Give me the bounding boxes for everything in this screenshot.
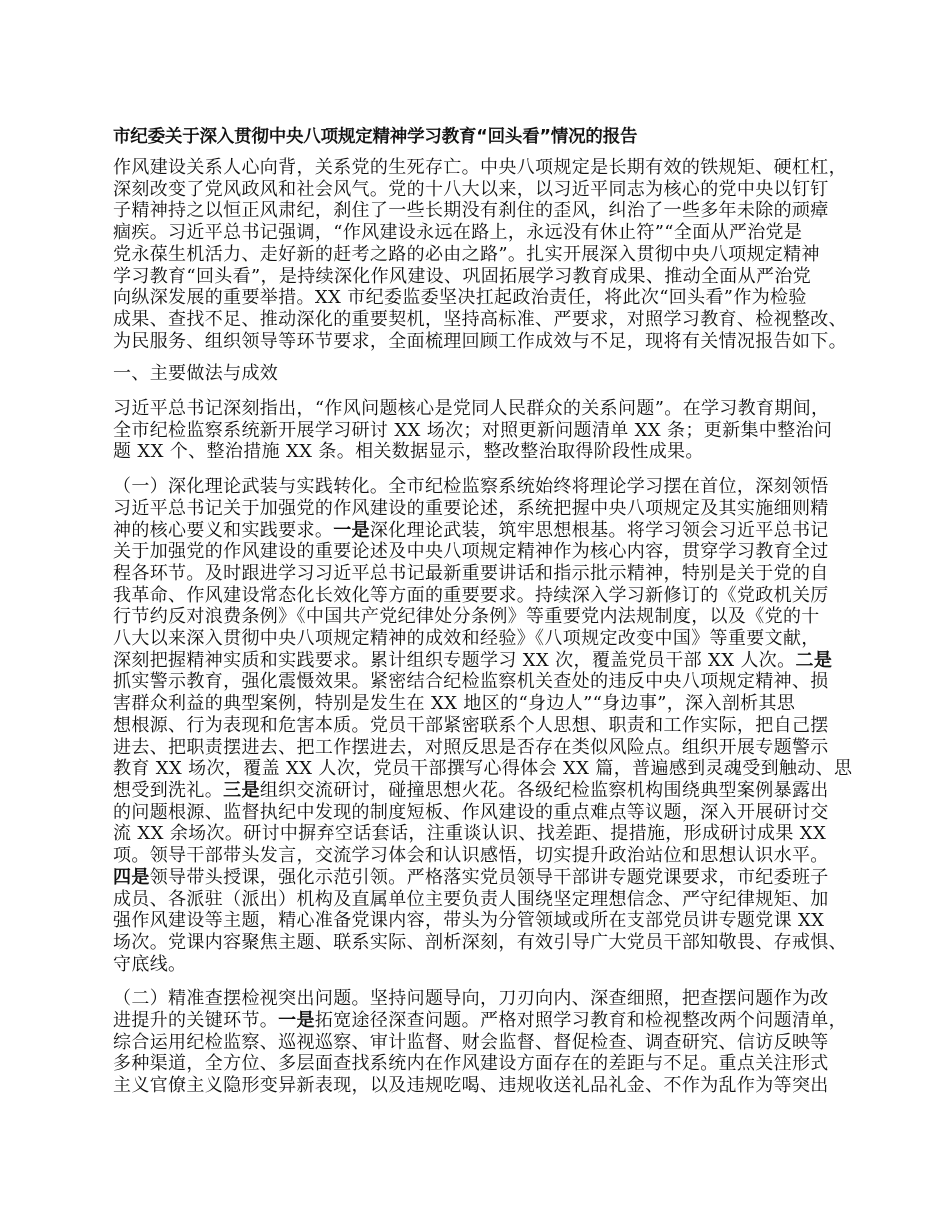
text-line — [113, 867, 853, 889]
text-line — [113, 441, 853, 463]
text-run: 强作风建设等主题，精心准备党课内容，带头为分管领域或所在支部党员讲专题党课 XX — [113, 910, 825, 932]
text-line — [113, 179, 853, 201]
text-run: 深刻把握精神实质和实践要求。累计组织专题学习 XX 次，覆盖党员干部 XX 人次。 — [113, 649, 796, 671]
text-line — [113, 954, 853, 976]
text-line — [113, 420, 853, 442]
text-line — [113, 693, 853, 715]
text-line — [113, 845, 853, 867]
text-run: 的问题根源、监督执纪中发现的制度短板、作风建设的重点难点等议题，深入开展研讨交 — [113, 801, 829, 823]
text-line — [113, 737, 853, 759]
text-line — [113, 287, 853, 309]
text-line — [113, 563, 853, 585]
text-run: 流 XX 余场次。研讨中摒弃空话套话，注重谈认识、找差距、提措施，形成研讨成果 XX — [113, 823, 827, 845]
text-line — [113, 157, 853, 179]
text-line — [113, 1010, 853, 1032]
paragraph-section-1-theory — [113, 476, 853, 975]
text-run: 习近平总书记关于加强党的作风建设的重要论述，系统把握中央八项规定及其实施细则精 — [113, 497, 829, 519]
paragraph-intro — [113, 157, 853, 352]
bold-marker: 一是 — [333, 519, 370, 541]
text-run: 八大以来深入贯彻中央八项规定精神的成效和经验》《八项规定改变中国》等重要文献， — [113, 628, 820, 650]
text-line — [113, 200, 853, 222]
text-run: 项。领导干部带头发言，交流学习体会和认识感悟，切实提升政治站位和思想认识水平。 — [113, 845, 829, 867]
text-run: 行节约反对浪费条例》《中国共产党纪律处分条例》等重要党内法规制度，以及《党的十 — [113, 606, 820, 628]
text-run: 关于加强党的作风建设的重要论述及中央八项规定精神作为核心内容，贯穿学习教育全过 — [113, 541, 829, 563]
text-run: 深化理论武装，筑牢思想根基。将学习领会习近平总书记 — [369, 519, 829, 541]
text-line — [113, 758, 853, 780]
text-run: 习近平总书记深刻指出，“作风问题核心是党同人民群众的关系问题”。在学习教育期间， — [113, 398, 830, 420]
text-line — [113, 606, 853, 628]
text-line — [113, 823, 853, 845]
text-line — [113, 715, 853, 737]
text-line — [113, 889, 853, 911]
text-run: 进提升的关键环节。 — [113, 1010, 279, 1032]
paragraph-summary — [113, 398, 853, 463]
bold-marker: 三是 — [223, 779, 260, 801]
text-run: 成员、各派驻（派出）机构及直属单位主要负责人围绕坚定理想信念、严守纪律规矩、加 — [113, 888, 829, 910]
text-line — [113, 932, 853, 954]
text-run: （二）精准查摆检视突出问题。坚持问题导向，刀刃向内、深查细照，把查摆问题作为改 — [113, 988, 829, 1010]
text-line — [113, 309, 853, 331]
bold-marker: 一是 — [278, 1010, 315, 1032]
text-run: 抓实警示教育，强化震慑效果。紧密结合纪检监察机关查处的违反中央八项规定精神、损 — [113, 671, 829, 693]
text-run: 多种渠道，全方位、多层面查找系统内在作风建设方面存在的差距与不足。重点关注形式 — [113, 1053, 829, 1075]
text-run: 神的核心要义和实践要求。 — [113, 519, 334, 541]
text-line — [113, 1032, 853, 1054]
text-run: 场次。党课内容聚焦主题、联系实际、剖析深刻，有效引导广大党员干部知敬畏、存戒惧、 — [113, 931, 847, 953]
text-run: （一）深化理论武装与实践转化。全市纪检监察系统始终将理论学习摆在首位，深刻领悟 — [113, 476, 829, 498]
text-line — [113, 910, 853, 932]
text-line — [113, 498, 853, 520]
text-run: 守底线。 — [113, 953, 187, 975]
text-run: 我革命、作风建设常态化长效化等方面的重要要求。持续深入学习新修订的《党政机关厉 — [113, 584, 829, 606]
text-line — [113, 802, 853, 824]
text-line — [113, 266, 853, 288]
text-line — [113, 222, 853, 244]
text-run: 学习教育“回头看”，是持续深化作风建设、巩固拓展学习教育成果、推动全面从严治党 — [113, 265, 812, 287]
text-run: 组织交流研讨，碰撞思想火花。各级纪检监察机构围绕典型案例暴露出 — [259, 779, 829, 801]
text-line — [113, 476, 853, 498]
text-run: 教育 XX 场次，覆盖 XX 人次，党员干部撰写心得体会 XX 篇，普遍感到灵魂受到触动、思 — [113, 758, 853, 780]
document-title: 市纪委关于深入贯彻中央八项规定精神学习教育“回头看”情况的报告 — [113, 127, 638, 147]
text-run: 拓宽途径深查问题。严格对照学习教育和检视整改两个问题清单， — [314, 1010, 848, 1032]
text-line — [113, 398, 853, 420]
text-run: 深刻改变了党风政风和社会风气。党的十八大以来，以习近平同志为核心的党中央以钉钉 — [113, 178, 829, 200]
bold-marker: 二是 — [795, 649, 833, 671]
text-line — [113, 585, 853, 607]
text-run: 想受到洗礼。 — [113, 779, 224, 801]
text-run: 作风建设关系人心向背，关系党的生死存亡。中央八项规定是长期有效的铁规矩、硬杠杠， — [113, 157, 847, 178]
text-run: 进去、把职责摆进去、把工作摆进去，对照反思是否存在类似风险点。组织开展专题警示 — [113, 736, 829, 758]
text-line — [113, 331, 853, 353]
text-line — [113, 671, 853, 693]
text-run: 综合运用纪检监察、巡视巡察、审计监督、财会监督、督促检查、调查研究、信访反映等 — [113, 1031, 829, 1053]
bold-marker: 四是 — [113, 866, 150, 888]
text-line — [113, 1075, 853, 1097]
text-run: 成果、查找不足、推动深化的重要契机，坚持高标准、严要求，对照学习教育、检视整改、 — [113, 308, 847, 330]
text-line — [113, 650, 853, 672]
text-run: 党永葆生机活力、走好新的赶考之路的必由之路”。扎实开展深入贯彻中央八项规定精神 — [113, 243, 820, 265]
text-run: 想根源、行为表现和危害本质。党员干部紧密联系个人思想、职责和工作实际，把自己摆 — [113, 714, 829, 736]
text-line — [113, 1053, 853, 1075]
text-run: 全市纪检监察系统新开展学习研讨 XX 场次；对照更新问题清单 XX 条；更新集中整治问 — [113, 419, 833, 441]
text-run: 痼疾。习近平总书记强调，“作风建设永远在路上，永远没有休止符”“全面从严治党是 — [113, 222, 803, 244]
document-page — [113, 126, 853, 1097]
text-run: 题 XX 个、整治措施 XX 条。相关数据显示，整改整治取得阶段性成果。 — [113, 441, 704, 463]
text-run: 一、主要做法与成效 — [113, 363, 279, 385]
text-line — [113, 363, 853, 385]
text-line — [113, 780, 853, 802]
section-heading-main-practices — [113, 363, 853, 385]
paragraph-section-2-problems — [113, 988, 853, 1097]
text-line — [113, 541, 853, 563]
text-run: 领导带头授课，强化示范引领。严格落实党员领导干部讲专题党课要求，市纪委班子 — [149, 866, 829, 888]
text-run: 程各环节。及时跟进学习习近平总书记最新重要讲话和指示批示精神，特别是关于党的自 — [113, 562, 829, 584]
text-line — [113, 520, 853, 542]
text-run: 向纵深发展的重要举措。XX 市纪委监委坚决扛起政治责任，将此次“回头看”作为检验 — [113, 287, 807, 309]
text-line — [113, 988, 853, 1010]
text-line — [113, 244, 853, 266]
text-run: 害群众利益的典型案例，特别是发生在 XX 地区的“身边人”“身边事”，深入剖析其思 — [113, 693, 796, 715]
text-run: 为民服务、组织领导等环节要求，全面梳理回顾工作成效与不足，现将有关情况报告如下。 — [113, 330, 847, 352]
text-run: 子精神持之以恒正风肃纪，刹住了一些长期没有刹住的歪风，纠治了一些多年未除的顽瘴 — [113, 200, 829, 222]
text-run: 主义官僚主义隐形变异新表现，以及违规吃喝、违规收送礼品礼金、不作为乱作为等突出 — [113, 1075, 829, 1097]
text-line — [113, 628, 853, 650]
